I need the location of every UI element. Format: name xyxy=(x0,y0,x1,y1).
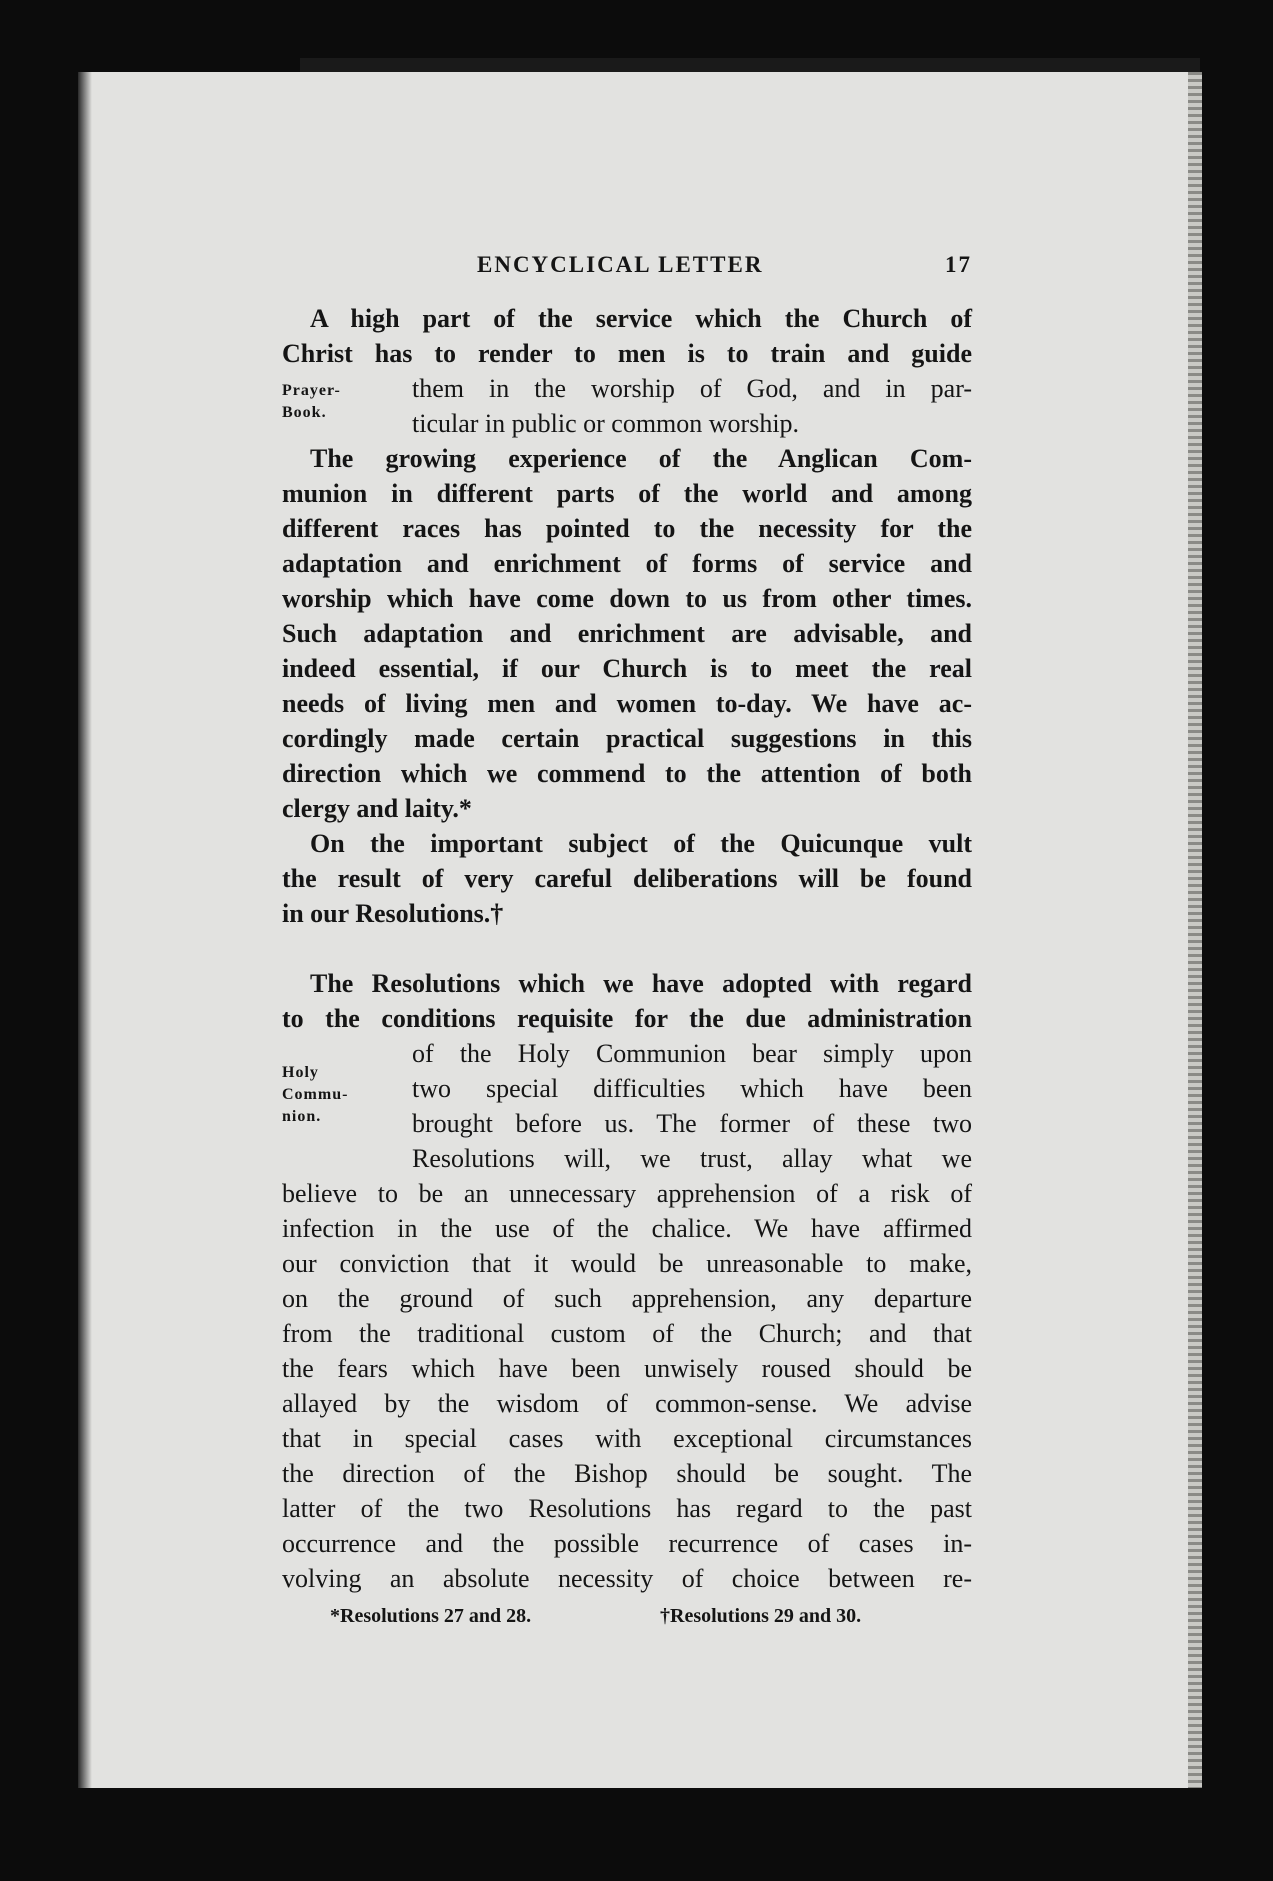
text-line: two special difficulties which have been xyxy=(412,1074,972,1103)
text-line: The growing experience of the Anglican Com- xyxy=(310,444,972,473)
page-number: 17 xyxy=(945,252,972,277)
text-line: occurrence and the possible recurrence of cases in- xyxy=(282,1529,972,1558)
text-line: infection in the use of the chalice. We have affirmed xyxy=(282,1214,972,1243)
running-title: ENCYCLICAL LETTER xyxy=(477,252,764,277)
text-line: A high part of the service which the Church of xyxy=(310,304,972,333)
text-line: clergy and laity.* xyxy=(282,794,472,823)
text-line: allayed by the wisdom of common-sense. We advise xyxy=(282,1389,972,1418)
text-line: different races has pointed to the necessity for the xyxy=(282,514,972,543)
text-line: Such adaptation and enrichment are advisable, and xyxy=(282,619,972,648)
text-line: believe to be an unnecessary apprehension of a risk of xyxy=(282,1179,972,1208)
text-line: munion in different parts of the world and among xyxy=(282,479,972,508)
margin-note-holy-communion xyxy=(282,1062,348,1128)
text-line: direction which we commend to the attention of both xyxy=(282,759,972,788)
text-line: the direction of the Bishop should be sought. The xyxy=(282,1459,972,1488)
text-line: our conviction that it would be unreasonable to make, xyxy=(282,1249,972,1278)
text-line: brought before us. The former of these two xyxy=(412,1109,972,1138)
text-line: indeed essential, if our Church is to meet the real xyxy=(282,654,972,683)
text-line: from the traditional custom of the Church; and that xyxy=(282,1319,972,1348)
margin-note-line: Holy xyxy=(282,1064,319,1081)
text-line: that in special cases with exceptional circumstances xyxy=(282,1424,972,1453)
text-line: adaptation and enrichment of forms of service and xyxy=(282,549,972,578)
text-line: latter of the two Resolutions has regard to the past xyxy=(282,1494,972,1523)
margin-note-line: Book. xyxy=(282,404,327,421)
text-line: The Resolutions which we have adopted with regard xyxy=(310,969,972,998)
text-line: worship which have come down to us from other times. xyxy=(282,584,972,613)
text-line: needs of living men and women to-day. We have ac- xyxy=(282,689,972,718)
text-line: them in the worship of God, and in par- xyxy=(412,374,972,403)
margin-note-line: nion. xyxy=(282,1108,322,1125)
text-line: on the ground of such apprehension, any departure xyxy=(282,1284,972,1313)
margin-note-line: Commu- xyxy=(282,1086,349,1103)
text-line: in our Resolutions.† xyxy=(282,899,504,928)
text-line: the fears which have been unwisely roused should be xyxy=(282,1354,972,1383)
margin-note-prayer-book xyxy=(282,380,341,424)
margin-note-line: Prayer- xyxy=(282,382,341,399)
text-line: On the important subject of the Quicunque vult xyxy=(310,829,972,858)
text-line: ticular in public or common worship. xyxy=(412,409,800,438)
footnote-first: *Resolutions 27 and 28. xyxy=(330,1605,532,1627)
text-line: to the conditions requisite for the due administration xyxy=(282,1004,972,1033)
text-line: Christ has to render to men is to train and guide xyxy=(282,339,972,368)
text-line: volving an absolute necessity of choice between re- xyxy=(282,1564,972,1593)
text-line: of the Holy Communion bear simply upon xyxy=(412,1039,972,1068)
footnote-second: †Resolutions 29 and 30. xyxy=(660,1605,862,1627)
text-line: the result of very careful deliberations will be found xyxy=(282,864,972,893)
text-line: Resolutions will, we trust, allay what we xyxy=(412,1144,972,1173)
text-line: cordingly made certain practical suggestions in this xyxy=(282,724,972,753)
